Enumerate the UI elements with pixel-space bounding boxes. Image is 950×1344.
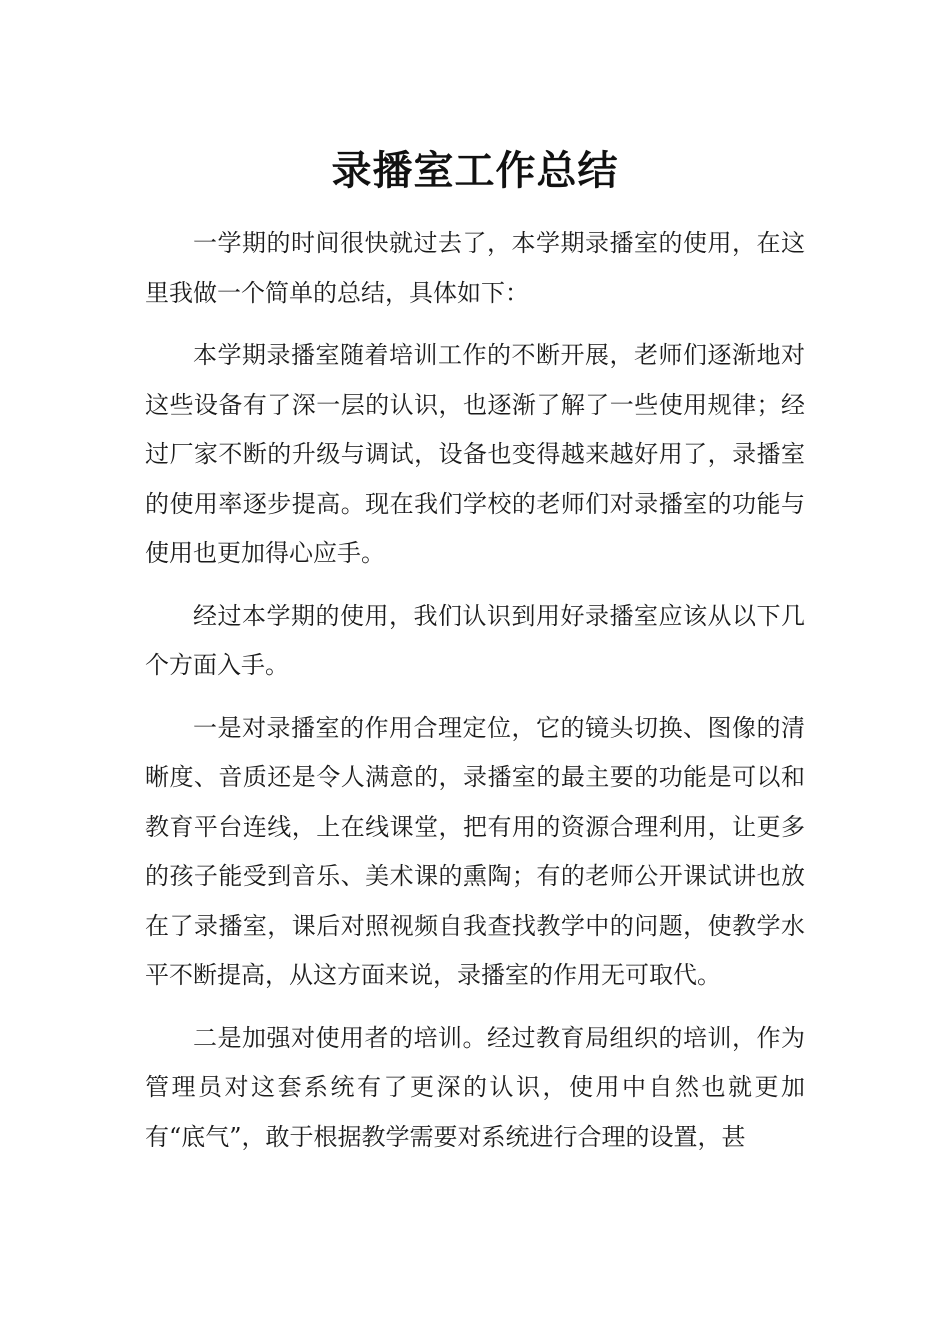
paragraph-1: 一学期的时间很快就过去了，本学期录播室的使用，在这里我做一个简单的总结，具体如下： [145,229,805,307]
paragraph-5: 二是加强对使用者的培训。经过教育局组织的培训，作为管理员对这套系统有了更深的认识，使用中自然也就更加有“底气”，敢于根据教学需要对系统进行合理的设置，甚 [145,1023,805,1151]
paragraph-3: 经过本学期的使用，我们认识到用好录播室应该从以下几个方面入手。 [145,601,805,679]
paragraph-4: 一是对录播室的作用合理定位，它的镜头切换、图像的清晰度、音质还是令人满意的，录播室的最主要的功能是可以和教育平台连线，上在线课堂，把有用的资源合理利用，让更多的孩子能受到音乐、美术课的熏陶；有的老师公开课试讲也放在了录播室，课后对照视频自我查找教学中的问题，使教学水平不断提高，从这方面来说，录播室的作用无可取代。 [145,713,805,989]
document-body [145,219,805,1175]
paragraph-2: 本学期录播室随着培训工作的不断开展，老师们逐渐地对这些设备有了深一层的认识，也逐渐了解了一些使用规律；经过厂家不断的升级与调试，设备也变得越来越好用了，录播室的使用率逐步提高。现在我们学校的老师们对录播室的功能与使用也更加得心应手。 [145,341,805,567]
document-title: 录播室工作总结 [331,148,619,194]
